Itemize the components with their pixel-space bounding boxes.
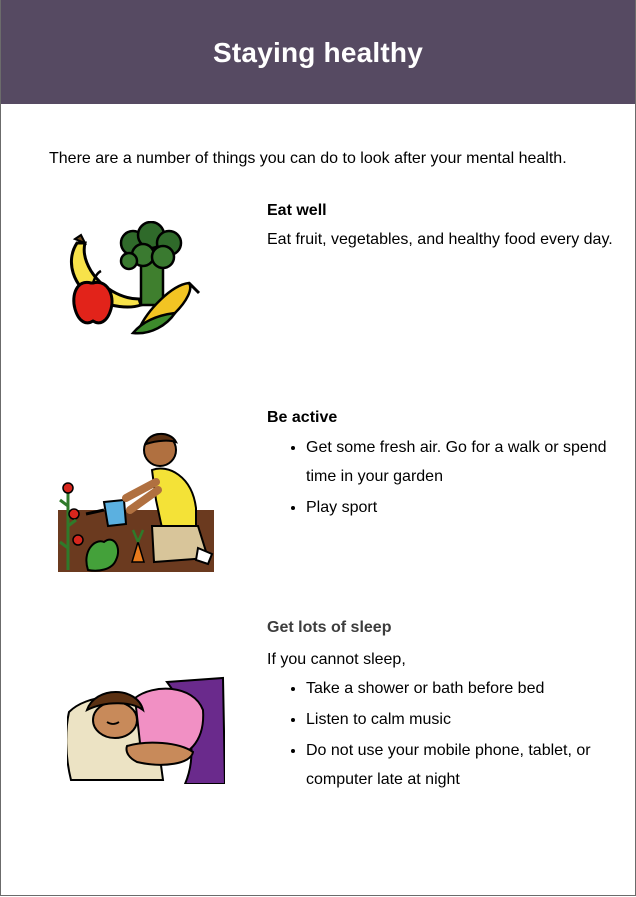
page-title: Staying healthy xyxy=(213,37,423,68)
bullet-list xyxy=(267,433,617,522)
list-item: • Get some fresh air. Go for a walk or spend time in your garden xyxy=(306,433,617,491)
list-item: • Do not use your mobile phone, tablet, or computer late at night xyxy=(306,736,617,794)
section-sleep xyxy=(267,618,617,796)
gardening-illustration xyxy=(58,430,214,572)
section-heading: Eat well xyxy=(267,202,327,219)
intro-text: There are a number of things you can do to look after your mental health. xyxy=(49,150,567,167)
section-text: Eat fruit, vegetables, and healthy food every day. xyxy=(267,231,613,248)
list-item: • Take a shower or bath before bed xyxy=(306,674,617,703)
page-header xyxy=(1,0,635,104)
sleeping-illustration xyxy=(67,676,225,784)
section-eat-well xyxy=(267,201,617,254)
section-text: If you cannot sleep, xyxy=(267,651,406,668)
list-item: • Play sport xyxy=(306,493,617,522)
fruit-vegetables-illustration xyxy=(63,221,203,339)
section-be-active xyxy=(267,408,617,524)
bullet-list xyxy=(267,674,617,794)
list-item: • Listen to calm music xyxy=(306,705,617,734)
section-heading: Be active xyxy=(267,409,338,426)
section-heading: Get lots of sleep xyxy=(267,619,392,636)
